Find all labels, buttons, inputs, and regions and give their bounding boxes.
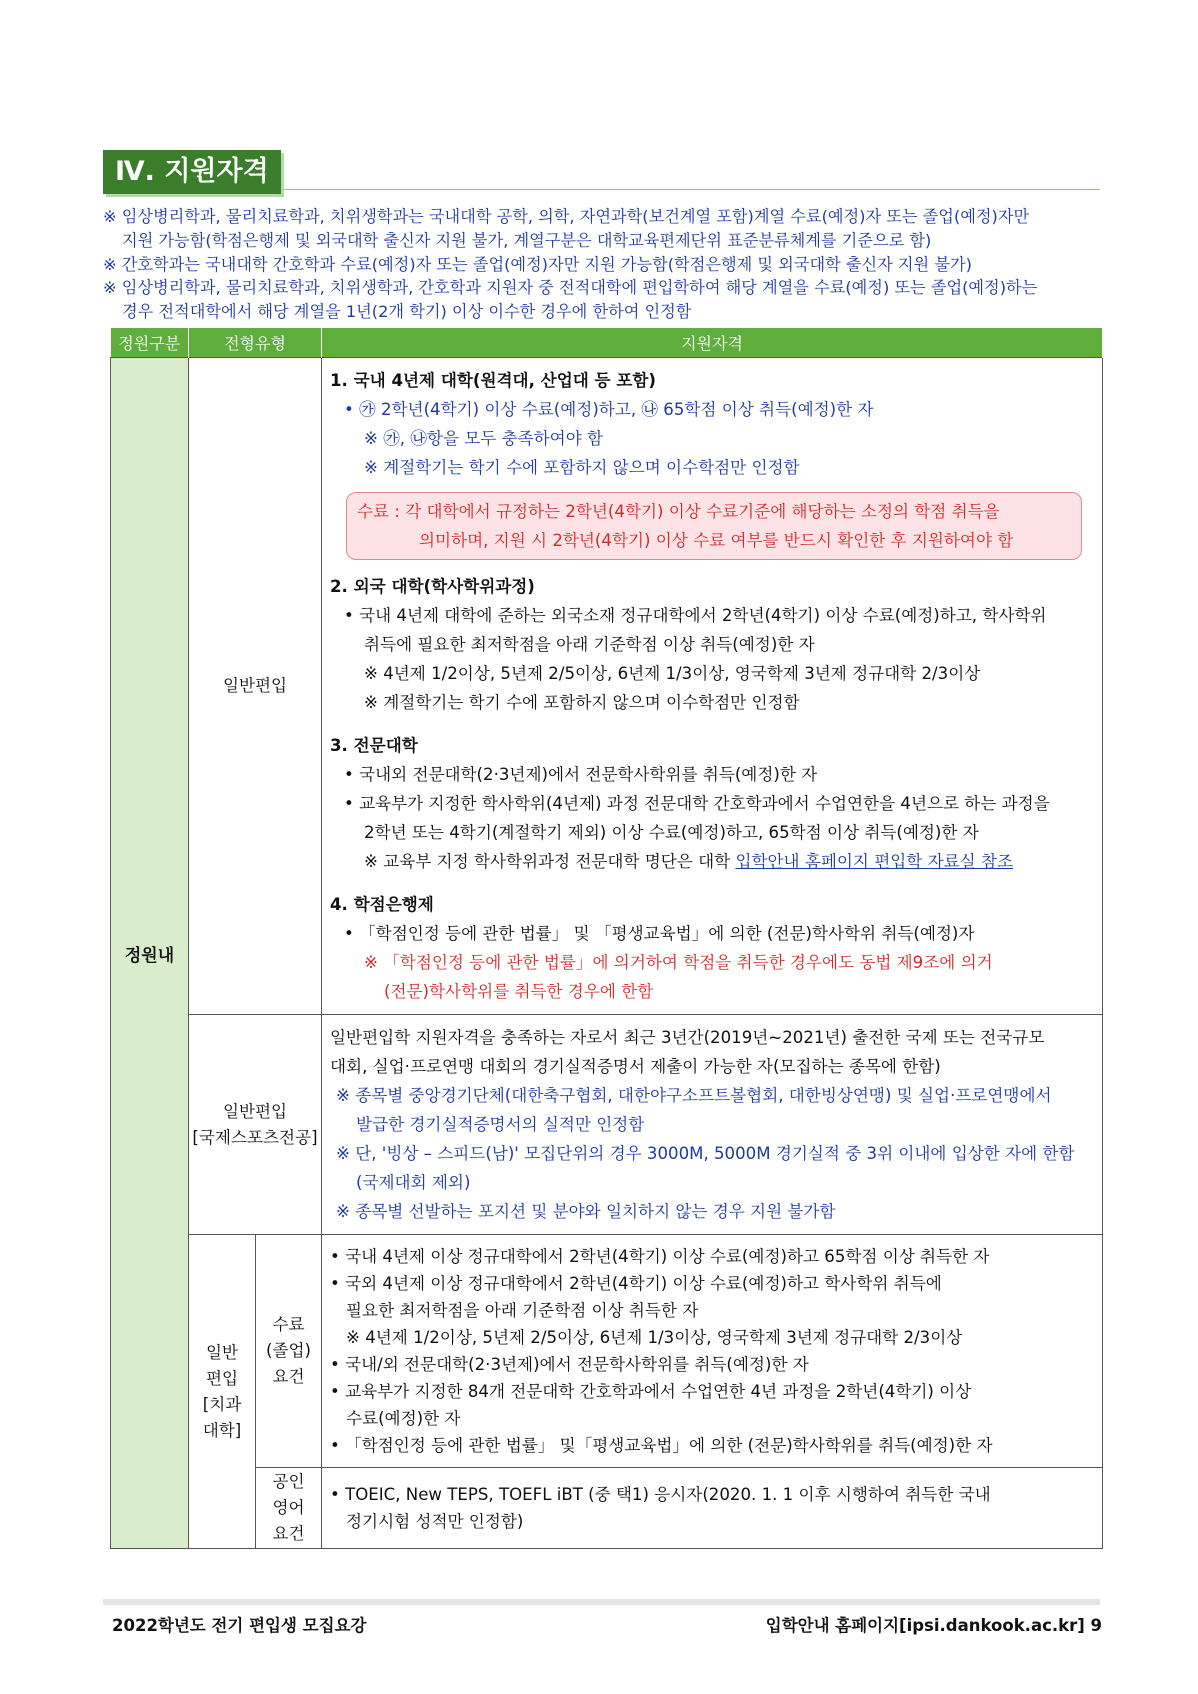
note: ※ 계절학기는 학기 수에 포함하지 않으며 이수학점만 인정함 <box>364 693 800 712</box>
sub-type-english <box>256 1468 322 1549</box>
type-line: (졸업) <box>266 1341 312 1360</box>
bullet: • 국내/외 전문대학(2·3년제)에서 전문학사학위를 취득(예정)한 자 <box>330 1355 809 1374</box>
bullet: • 교육부가 지정한 학사학위(4년제) 과정 전문대학 간호학과에서 수업연한을 4년으로 하는 과정을 <box>344 794 1050 813</box>
sub-type-completion <box>256 1235 322 1468</box>
footer-title: 2022학년도 전기 편입생 모집요강 <box>112 1616 367 1635</box>
note: ※ 「학점인정 등에 관한 법률」에 의거하여 학점을 취득한 경우에도 동법 제9조에 의거 <box>364 953 993 972</box>
note <box>330 847 1098 876</box>
note-cont: (국제대회 제외) <box>356 1173 471 1192</box>
bullet: • 국내 4년제 대학에 준하는 외국소재 정규대학에서 2학년(4학기) 이상 수료(예정)하고, 학사학위 <box>344 606 1047 625</box>
section-heading: 1. 국내 4년제 대학(원격대, 산업대 등 포함) <box>330 371 656 390</box>
type-line: 일반편입 <box>222 1101 288 1121</box>
section-header <box>103 150 1100 196</box>
title-underline <box>283 189 1100 190</box>
type-line: 편입 <box>205 1368 239 1388</box>
dental-completion-eligibility <box>322 1235 1103 1468</box>
note-line: ※ 임상병리학과, 물리치료학과, 치위생학과는 국내대학 공학, 의학, 자연과학(보건계열 포함)계열 수료(예정)자 또는 졸업(예정)자만 <box>103 207 1030 226</box>
table-row <box>111 1015 1103 1235</box>
general-eligibility <box>322 358 1103 1015</box>
type-line: [국제스포츠전공] <box>192 1127 318 1147</box>
note-text: ※ 교육부 지정 학사학위과정 전문대학 명단은 대학 <box>364 852 736 871</box>
header-type: 전형유형 <box>189 328 322 358</box>
table-row <box>111 358 1103 1015</box>
note: ※ 계절학기는 학기 수에 포함하지 않으며 이수학점만 인정함 <box>364 458 800 477</box>
section-heading: 4. 학점은행제 <box>330 895 434 914</box>
eligibility-table <box>110 328 1103 1549</box>
note-cont: (전문)학사학위를 취득한 경우에 한함 <box>384 982 654 1001</box>
type-line: 일반 <box>205 1342 239 1362</box>
bullet: • 「학점인정 등에 관한 법률」 및 「평생교육법」에 의한 (전문)학사학위 취득(예정)자 <box>344 924 975 943</box>
notes-block <box>103 205 1103 324</box>
dental-english-eligibility <box>322 1468 1103 1549</box>
table-header-row <box>111 328 1103 358</box>
bullet: • 국외 4년제 이상 정규대학에서 2학년(4학기) 이상 수료(예정)하고 학사학위 취득에 <box>330 1274 942 1293</box>
bullet: • 「학점인정 등에 관한 법률」 및「평생교육법」에 의한 (전문)학사학위를 취득(예정)한 자 <box>330 1436 993 1455</box>
bullet: • 국내외 전문대학(2·3년제)에서 전문학사학위를 취득(예정)한 자 <box>344 765 818 784</box>
note: ※ 단, '빙상 – 스피드(남)' 모집단위의 경우 3000M, 5000M 경기실적 중 3위 이내에 입상한 자에 한함 <box>336 1144 1075 1163</box>
bullet: • TOEIC, New TEPS, TOEFL iBT (중 택1) 응시자(2020. 1. 1 이후 시행하여 취득한 국내 <box>330 1485 991 1504</box>
note-line: 지원 가능함(학점은행제 및 외국대학 출신자 지원 불가, 계열구분은 대학교육편제단위 표준분류체계를 기준으로 함) <box>122 230 932 250</box>
table-row <box>111 1468 1103 1549</box>
note-line: 경우 전적대학에서 해당 계열을 1년(2개 학기) 이상 이수한 경우에 한하여 인정함 <box>122 302 692 322</box>
bullet-cont: 필요한 최저학점을 아래 기준학점 이상 취득한 자 <box>346 1301 699 1320</box>
section-title: Ⅳ. 지원자격 <box>103 150 281 194</box>
completion-definition-box <box>346 492 1082 560</box>
header-eligibility: 지원자격 <box>322 328 1103 358</box>
data-room-link[interactable]: 입학안내 홈페이지 편입학 자료실 참조 <box>735 852 1014 871</box>
bullet-cont: 수료(예정)한 자 <box>346 1409 461 1428</box>
note: ※ 종목별 중앙경기단체(대한축구협회, 대한야구소프트볼협회, 대한빙상연맹) 및 실업·프로연맹에서 <box>336 1086 1052 1105</box>
note: ※ ㉮, ㉯항을 모두 충족하여야 함 <box>364 429 604 448</box>
footer-page-info: 입학안내 홈페이지[ipsi.dankook.ac.kr] 9 <box>765 1616 1102 1635</box>
note-cont: 발급한 경기실적증명서의 실적만 인정함 <box>356 1115 645 1134</box>
footer-divider <box>103 1599 1100 1605</box>
bullet-cont: 취득에 필요한 최저학점을 아래 기준학점 이상 취득(예정)한 자 <box>364 635 815 654</box>
sports-eligibility <box>322 1015 1103 1235</box>
type-line: [치과 <box>202 1394 242 1414</box>
type-line: 요건 <box>272 1367 305 1386</box>
paragraph: 일반편입학 지원자격을 충족하는 자로서 최근 3년간(2019년~2021년) 출전한 국제 또는 전국규모 <box>330 1028 1045 1047</box>
type-line: 공인 <box>272 1472 305 1491</box>
note-line: ※ 간호학과는 국내대학 간호학과 수료(예정)자 또는 졸업(예정)자만 지원 가능함(학점은행제 및 외국대학 출신자 지원 불가) <box>103 254 972 274</box>
note: ※ 4년제 1/2이상, 5년제 2/5이상, 6년제 1/3이상, 영국학제 3년제 정규대학 2/3이상 <box>364 664 981 683</box>
type-line: 영어 <box>272 1498 305 1517</box>
section-heading: 3. 전문대학 <box>330 736 418 755</box>
quota-category: 정원내 <box>111 358 189 1549</box>
admission-type <box>189 1235 256 1549</box>
note: ※ 종목별 선발하는 포지션 및 분야와 일치하지 않는 경우 지원 불가함 <box>336 1202 836 1221</box>
paragraph: 대회, 실업·프로연맹 대회의 경기실적증명서 제출이 가능한 자(모집하는 종목에 한함) <box>330 1057 941 1076</box>
table-row <box>111 1235 1103 1468</box>
box-line: 의미하며, 지원 시 2학년(4학기) 이상 수료 여부를 반드시 확인한 후 지원하여야 함 <box>419 531 1014 550</box>
bullet: • 국내 4년제 이상 정규대학에서 2학년(4학기) 이상 수료(예정)하고 65학점 이상 취득한 자 <box>330 1247 990 1266</box>
type-line: 요건 <box>272 1524 305 1543</box>
note-line: ※ 임상병리학과, 물리치료학과, 치위생학과, 간호학과 지원자 중 전적대학에 편입학하여 해당 계열을 수료(예정) 또는 졸업(예정)하는 <box>103 278 1038 298</box>
type-line: 수료 <box>272 1315 305 1334</box>
bullet: • ㉮ 2학년(4학기) 이상 수료(예정)하고, ㉯ 65학점 이상 취득(예정)한 자 <box>344 400 874 419</box>
box-line: 수료 : 각 대학에서 규정하는 2학년(4학기) 이상 수료기준에 해당하는 소정의 학점 취득을 <box>357 502 1000 521</box>
admission-type: 일반편입 <box>189 358 322 1015</box>
bullet-cont: 2학년 또는 4학기(계절학기 제외) 이상 수료(예정)하고, 65학점 이상 취득(예정)한 자 <box>364 823 979 842</box>
type-line: 대학] <box>202 1420 242 1440</box>
header-quota: 정원구분 <box>111 328 189 358</box>
note: ※ 4년제 1/2이상, 5년제 2/5이상, 6년제 1/3이상, 영국학제 3년제 정규대학 2/3이상 <box>346 1328 963 1347</box>
section-heading: 2. 외국 대학(학사학위과정) <box>330 577 535 596</box>
admission-type <box>189 1015 322 1235</box>
bullet: • 교육부가 지정한 84개 전문대학 간호학과에서 수업연한 4년 과정을 2학년(4학기) 이상 <box>330 1382 972 1401</box>
bullet-cont: 정기시험 성적만 인정함) <box>346 1512 524 1531</box>
